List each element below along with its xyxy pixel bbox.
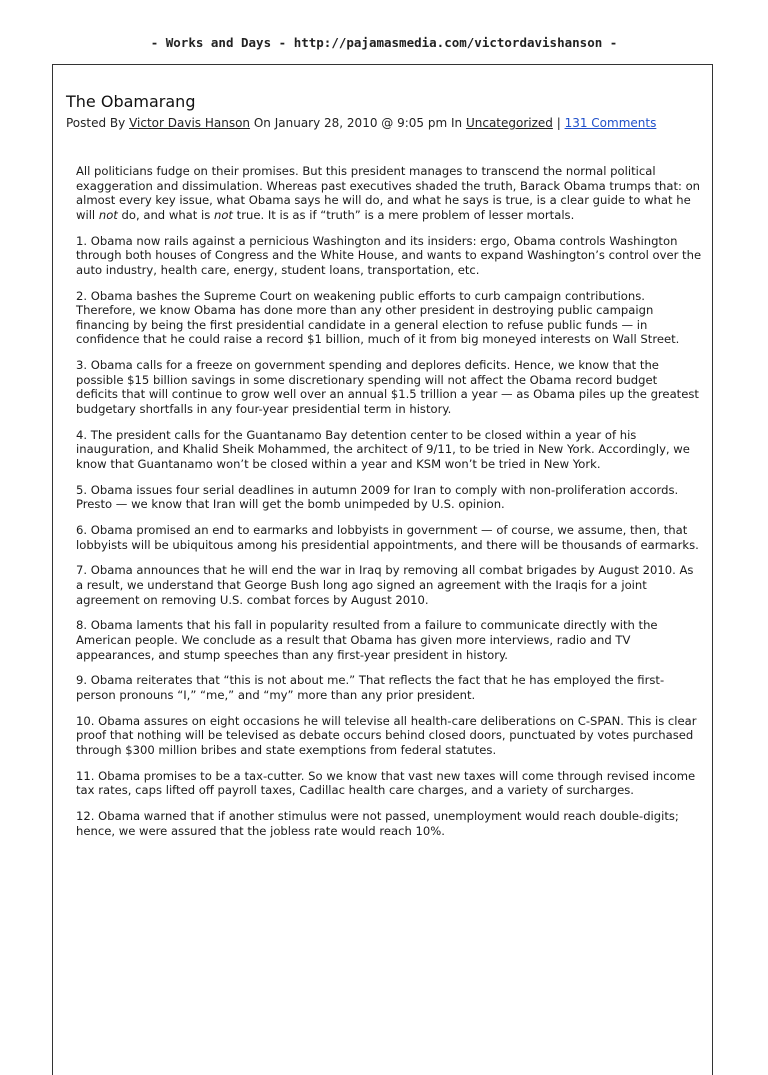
- point-4-paragraph: 4. The president calls for the Guantanamo Bay detention center to be closed within a year of his inauguration, and Khalid Sheik Mohammed, the architect of 9/11, to be tried in New York. Accordingly, we know that Guantanamo won’t be closed within a year and KSM won’t be tried in New York.: [76, 427, 690, 471]
- comments-link[interactable]: 131 Comments: [564, 116, 657, 130]
- point-1-paragraph: 1. Obama now rails against a pernicious Washington and its insiders: ergo, Obama controls Washington through both houses of Congress and the White House, and wants to expand Washington’s control over the auto industry, health care, energy, student loans, transportation, etc.: [76, 233, 702, 277]
- post-title: The Obamarang: [66, 92, 196, 111]
- author-link[interactable]: Victor Davis Hanson: [129, 116, 251, 130]
- point-3-paragraph: 3. Obama calls for a freeze on government spending and deplores deficits. Hence, we know that the possible $15 billion savings in some discretionary spending will not affect the Obama record budget deficits that will continue to grow well over an annual $1.5 trillion a year — as Obama piles up the greatest budgetary shortfalls in any four-year presidential term in history.: [76, 358, 699, 416]
- point-11-paragraph: 11. Obama promises to be a tax-cutter. So we know that vast new taxes will come through revised income tax rates, caps lifted off payroll taxes, Cadillac health care charges, and a variety of surcharges.: [76, 768, 696, 798]
- post-meta: [66, 116, 656, 130]
- emphasis-not: not: [98, 207, 118, 222]
- emphasis-not: not: [213, 207, 233, 222]
- intro-paragraph: All politicians fudge on their promises. But this president manages to transcend the normal political exaggeration and dissimulation. Whereas past executives shaded the truth, Barack Obama trumps that: on almost every key issue, what Obama says he will do, and what he says is true, is a clear guide to what he will not do, and what is not true. It is as if “truth” is a mere problem of lesser mortals.: [76, 164, 701, 222]
- post-body: [76, 164, 702, 849]
- posted-by-label: Posted By: [66, 116, 130, 130]
- on-label: On: [250, 116, 275, 130]
- point-2-paragraph: 2. Obama bashes the Supreme Court on weakening public efforts to curb campaign contributions. Therefore, we know Obama has done more than any other president in destroying public campaign financing by being the first presidential candidate in a general election to refuse public funds — in confidence that he could raise a record $1 billion, much of it from big moneyed interests on Wall Street.: [76, 288, 680, 347]
- in-label: In: [447, 116, 466, 130]
- site-header: - Works and Days - http://pajamasmedia.com/victordavishanson -: [150, 35, 618, 50]
- point-9-paragraph: 9. Obama reiterates that “this is not about me.” That reflects the fact that he has employed the first-person pronouns “I,” “me,” and “my” more than any prior president.: [76, 673, 665, 702]
- point-8-paragraph: 8. Obama laments that his fall in popularity resulted from a failure to communicate directly with the American people. We conclude as a result that Obama has given more interviews, radio and TV appearances, and stump speeches than any first-year president in history.: [76, 618, 658, 662]
- category-link[interactable]: Uncategorized: [465, 116, 553, 130]
- point-10-paragraph: 10. Obama assures on eight occasions he will televise all health-care deliberations on C-SPAN. This is clear proof that nothing will be televised as debate occurs behind closed doors, punctuated by votes purchased through $300 million bribes and state exemptions from federal statutes.: [76, 713, 697, 757]
- point-7-paragraph: 7. Obama announces that he will end the war in Iraq by removing all combat brigades by August 2010. As a result, we understand that George Bush long ago signed an agreement with the Iraqis for a joint agreement on removing U.S. combat forces by August 2010.: [76, 563, 694, 607]
- post-date: January 28, 2010 @ 9:05 pm: [274, 116, 448, 130]
- meta-separator: |: [552, 116, 565, 130]
- point-5-paragraph: 5. Obama issues four serial deadlines in autumn 2009 for Iran to comply with non-proliferation accords. Presto — we know that Iran will get the bomb unimpeded by U.S. opinion.: [76, 482, 679, 512]
- point-6-paragraph: 6. Obama promised an end to earmarks and lobbyists in government — of course, we assume, then, that lobbyists will be ubiquitous among his presidential appointments, and there will be thousands of earmarks.: [76, 523, 699, 552]
- point-12-paragraph: 12. Obama warned that if another stimulus were not passed, unemployment would reach double-digits; hence, we were assured that the jobless rate would reach 10%.: [76, 809, 679, 838]
